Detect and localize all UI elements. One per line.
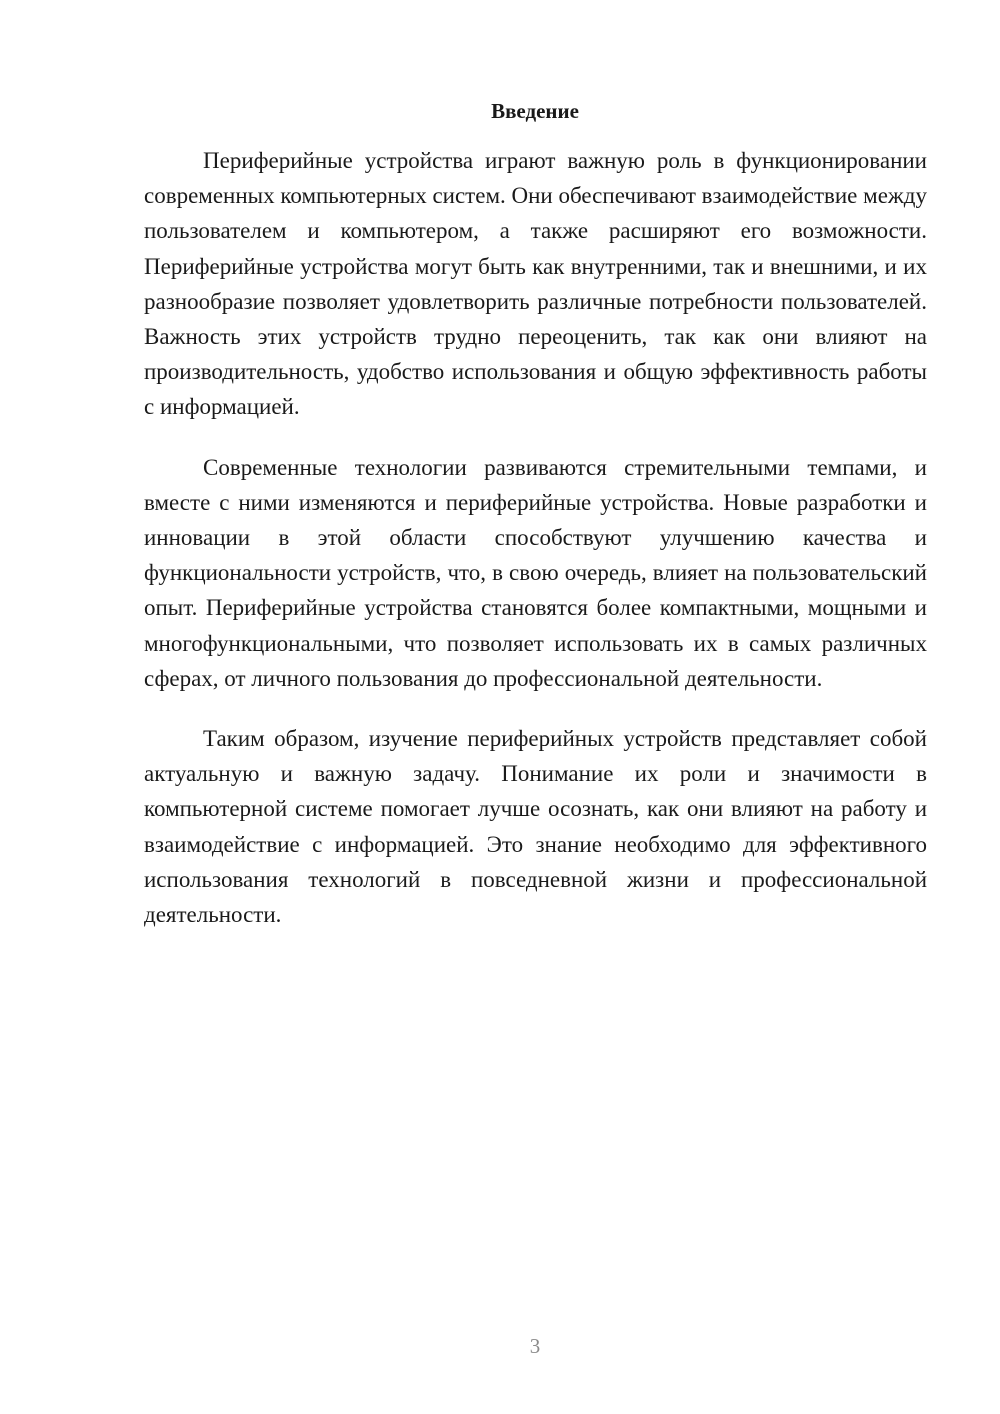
page-title: Введение xyxy=(491,99,579,123)
document-body xyxy=(144,143,927,957)
paragraph-1: Периферийные устройства играют важную роль в функционировании современных компьютерных систем. Они обеспечивают взаимодействие между пользователем и компьютером, а также расширяют его возможности. Периферийные устройства могут быть как внутренними, так и внешними, и их разнообразие позволяет удовлетворить различные потребности пользователей. Важность этих устройств трудно переоценить, так как они влияют на производительность, удобство использования и общую эффективность работы с информацией. xyxy=(144,148,927,420)
paragraph-2: Современные технологии развиваются стремительными темпами, и вместе с ними изменяются и периферийные устройства. Новые разработки и инновации в этой области способствуют улучшению качества и функциональности устройств, что, в свою очередь, влияет на пользовательский опыт. Периферийные устройства становятся более компактными, мощными и многофункциональными, что позволяет использовать их в самых различных сферах, от личного пользования до профессиональной деятельности. xyxy=(144,454,927,691)
page-number: 3 xyxy=(529,1334,541,1358)
paragraph-3: Таким образом, изучение периферийных устройств представляет собой актуальную и важную задачу. Понимание их роли и значимости в компьютерной системе помогает лучше осознать, как они влияют на работу и взаимодействие с информацией. Это знание необходимо для эффективного использования технологий в повседневной жизни и профессиональной деятельности. xyxy=(144,726,927,928)
